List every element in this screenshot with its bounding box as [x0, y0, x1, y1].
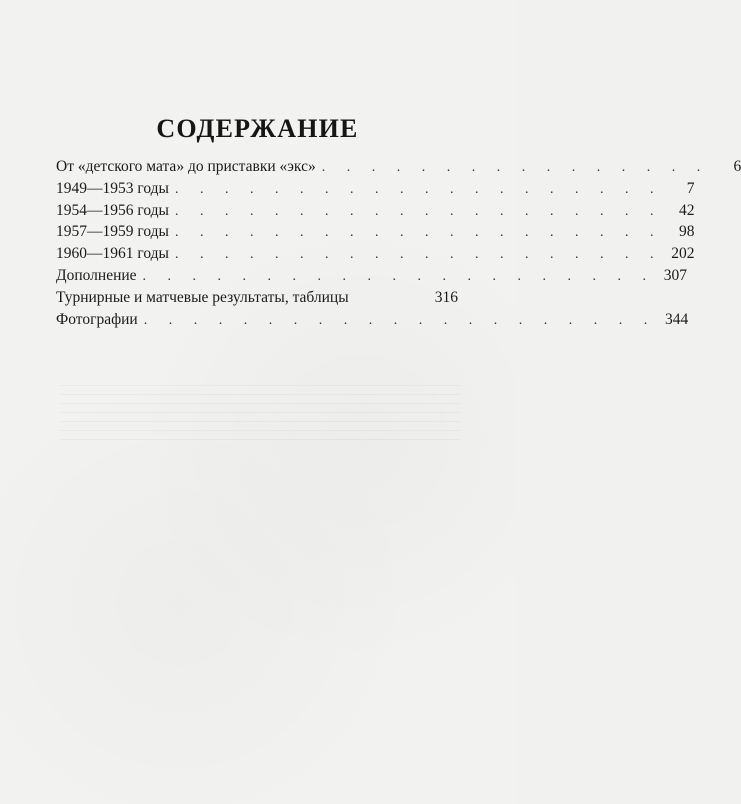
toc-entry-title: 1949—1953 годы: [56, 179, 169, 197]
toc-entry: [56, 265, 688, 287]
toc-entry-page: 6: [733, 158, 741, 175]
dot-leader: . . . . . . . . . . . . . . . . . . . .: [174, 247, 663, 263]
toc-entry-title: 1957—1959 годы: [56, 223, 169, 241]
toc-entry-page: 98: [678, 223, 695, 241]
toc-entry: [56, 178, 695, 200]
toc-entry: [56, 200, 695, 222]
toc-entry: [56, 221, 695, 243]
dot-leader: . . . . . . . . . . . . . . . . . . . .: [174, 181, 663, 197]
dot-leader: . . . . . . . . . . . . . . . . . . . . .: [142, 268, 656, 284]
toc-entry-title: 1954—1956 годы: [56, 201, 169, 219]
dot-leader: . . . . . . . . . . . . . . . .: [321, 160, 710, 175]
toc-entry-title: 1960—1961 годы: [56, 245, 169, 263]
dot-leader: . . . . . . . . . . . . . . . . . . . .: [174, 225, 663, 241]
toc-entry-page: 42: [678, 201, 695, 219]
toc-entry-page: 344: [664, 310, 689, 328]
toc-entry: [56, 243, 695, 265]
dot-leader: . . . . . . . . . . . . . . . . . . . .: [174, 203, 663, 219]
toc-entry-page: 316: [434, 288, 458, 306]
show-through-text: [60, 380, 460, 440]
toc-entry-page: 202: [671, 245, 695, 263]
toc-entry-title: Турнирные и матчевые результаты, таблицы: [56, 288, 349, 306]
toc-entry-title: Дополнение: [56, 266, 137, 284]
table-of-contents: [56, 156, 741, 330]
dot-leader: . . . . . . . . . . . . . . . . . . . . .: [143, 312, 657, 328]
toc-entry: [56, 287, 458, 309]
contents-heading: СОДЕРЖАНИЕ: [156, 114, 359, 143]
toc-entry-page: 307: [663, 266, 688, 284]
toc-entry-title: От «детского мата» до приставки «экс»: [56, 158, 316, 175]
toc-entry-title: Фотографии: [56, 310, 138, 328]
toc-entry-page: 7: [686, 179, 695, 197]
toc-entry: [56, 309, 689, 331]
toc-entry: [56, 156, 741, 178]
